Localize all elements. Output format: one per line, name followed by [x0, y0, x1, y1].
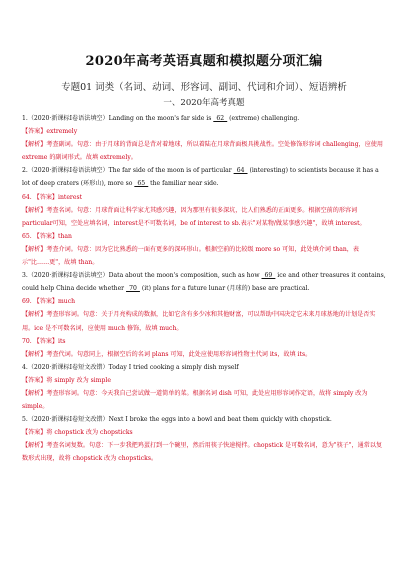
question-3: 3.（2020·新课标Ⅰ卷语法填空）Data about the moon's composition, such as how _69_ ice and other treasures it contains, could help China decide whether _70_ (it) plans for a future lunar (月球的) base are practical. — [22, 272, 386, 293]
analysis-69: 【解析】考查形容词。句意：关于月亮构成的数据，比如它含有多少冰和其他财富，可以帮助中国决定它未来月球基地的计划是否实用。ice 是不可数名词，应使用 much 修饰，故填 much。 — [22, 311, 376, 332]
blank: _62_ — [213, 115, 228, 122]
answer-65: 65. 【答案】than — [22, 232, 72, 240]
document-body — [22, 112, 386, 466]
analysis-4: 【解析】考查形容词。句意：今天我自己尝试做一道简单的菜。根据名词 dish 可知，此处应用形容词作定语，故将 simply 改为 simple。 — [22, 389, 368, 411]
topic-subtitle: 专题01 词类（名词、动词、形容词、副词、代词和介词）、短语辨析 — [61, 82, 347, 93]
analysis-5: 【解析】考查名词复数。句意：下一步我把鸡蛋打到一个碗里，然后用筷子快速搅拌。chopstick 是可数名词，意为"筷子"，通常以复数形式出现，故将 chopstick 改为 chopsticks。 — [22, 442, 383, 463]
blank: _69_ — [261, 272, 276, 280]
blank: _64_ — [233, 167, 248, 175]
analysis-65: 【解析】考查介词。句意：因为它比熟悉的一面有更多的深环形山。根据空前的比较级 more so 可知，此处填介词 than，表示"比……更"，故填 than。 — [22, 245, 359, 267]
analysis-64: 【解析】考查名词。句意：月球背面让科学家尤其感兴趣，因为那里有很多深坑，比人们熟悉的正面更多。根据空前的形容词particular可知，空处应填名词，interest是不可数名词，be of interest to sb.表示"对某物/做某事感兴趣"，故填 interest。 — [22, 206, 366, 227]
question-2: 2.（2020·新课标Ⅰ卷语法填空）The far side of the moon is of particular _64_ (interesting) to scientists because it has a lot of deep craters (环形山), more so _65_ the familiar near side. — [22, 167, 379, 188]
answer-69: 69. 【答案】much — [22, 298, 76, 306]
document-title: 2020年高考英语真题和模拟题分项汇编 — [85, 54, 323, 69]
answer-4: 【答案】将 simply 改为 simple — [22, 376, 111, 384]
answer-5: 【答案】将 chopstick 改为 chopsticks — [22, 429, 133, 437]
question-5: 5.（2020·新课标Ⅰ卷短文改错）Next I broke the eggs into a bowl and beat them quickly with chopstick. — [22, 416, 332, 424]
question-1: 1.（2020·新课标Ⅰ卷语法填空）Landing on the moon's far side is _62_ (extreme) challenging. — [22, 115, 300, 122]
answer-70: 70. 【答案】its — [22, 337, 66, 345]
section-heading: 一、2020年高考真题 — [163, 98, 245, 108]
blank: _65_ — [134, 180, 149, 188]
analysis-70: 【解析】考查代词。句意同上，根据空后的名词 plans 可知，此处应使用形容词性物主代词 its，故填 its。 — [22, 350, 312, 358]
blank: _70_ — [126, 285, 140, 293]
answer-64: 64. 【答案】interest — [22, 193, 83, 201]
answer-1: 【答案】extremely — [22, 128, 78, 136]
analysis-1: 【解析】考查副词。句意：由于月球的背面总是背对着地球，所以着陆在月球背面极具挑战性。空处修饰形容词 challenging，应使用 extreme 的副词形式。故填 extremely。 — [22, 141, 383, 162]
question-4: 4.（2020·新课标Ⅰ卷短文改错）Today I tried cooking a simply dish myself — [22, 363, 239, 371]
